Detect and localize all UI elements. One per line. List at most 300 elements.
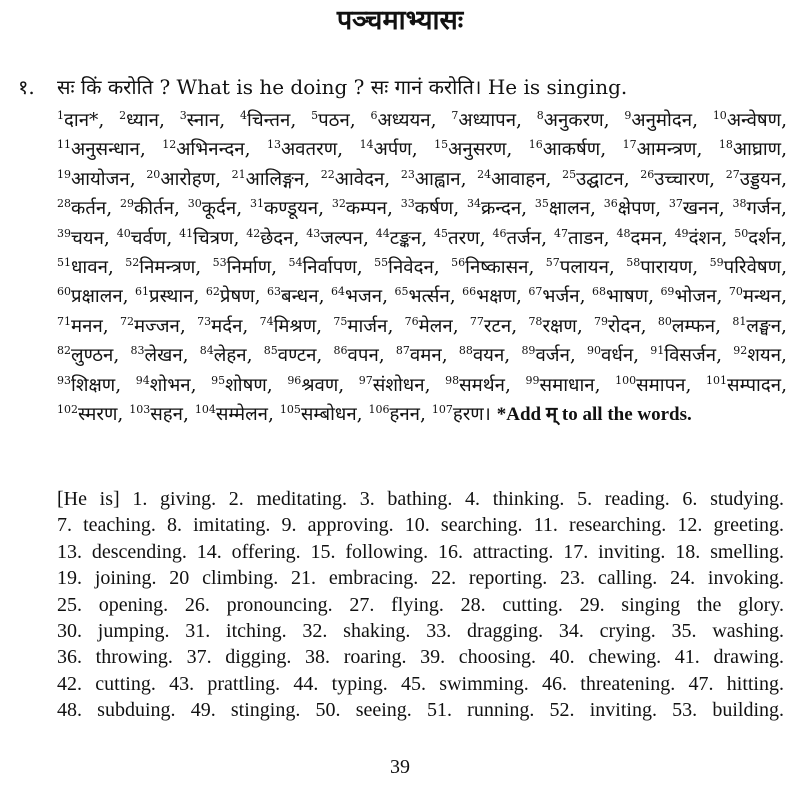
- word-entry: [57, 228, 104, 249]
- word-text: कण्डूयन: [263, 198, 319, 220]
- word-text: जल्पन: [320, 227, 363, 249]
- word-entry: [120, 316, 180, 337]
- word-entry: [287, 375, 338, 396]
- word-entry: [180, 110, 220, 131]
- page-number: 39: [390, 756, 410, 778]
- word-number: 18: [718, 138, 733, 152]
- word-number: 27: [725, 167, 740, 181]
- word-text: भोजन: [674, 286, 717, 308]
- word-number: 43: [306, 226, 321, 240]
- word-text: अध्यापन: [458, 110, 517, 131]
- word-number: 97: [358, 373, 373, 387]
- word-number: 14: [359, 138, 374, 152]
- word-entry: [554, 228, 604, 249]
- word-number: 26: [640, 167, 655, 181]
- word-text: पठन: [318, 110, 350, 131]
- word-text: भाषण: [605, 286, 649, 308]
- word-entry: [459, 345, 504, 366]
- word-number: 52: [125, 255, 140, 269]
- word-entry: [521, 345, 569, 366]
- word-text: गर्जन: [746, 198, 782, 220]
- word-text: आकर्षण: [542, 139, 601, 161]
- word-entry: [604, 198, 655, 219]
- word-number: 44: [375, 226, 390, 240]
- english-line: 42. cutting. 43. prattling. 44. typing. 45. swimming. 46. threatening. 47. hitting.: [57, 672, 784, 695]
- word-text: सहन: [150, 404, 183, 426]
- english-line: [He is] 1. giving. 2. meditating. 3. bathing. 4. thinking. 5. reading. 6. studying.: [57, 488, 784, 510]
- word-entry: [57, 316, 103, 337]
- word-text: वण्टन: [277, 345, 317, 367]
- word-text: मिश्रण: [273, 315, 317, 337]
- exercise-number: १.: [18, 75, 35, 99]
- word-text: दान*: [64, 110, 99, 131]
- word-text: चिन्तन: [247, 110, 291, 131]
- word-text: दर्शन: [748, 227, 782, 249]
- word-entry: [528, 286, 579, 307]
- page-title: पञ्चमाभ्यासः: [336, 5, 464, 36]
- word-entry: [594, 316, 641, 337]
- word-number: 48: [616, 226, 631, 240]
- word-entry: [376, 228, 421, 249]
- word-text: आवेदन: [334, 168, 385, 190]
- word-entry: [246, 228, 293, 249]
- word-entry: [232, 169, 305, 190]
- word-entry: [57, 375, 115, 396]
- word-number: 57: [545, 255, 560, 269]
- word-text: उड्डयन: [739, 168, 782, 190]
- word-number: 5: [311, 108, 319, 122]
- word-number: 55: [374, 255, 389, 269]
- word-number: 103: [129, 402, 151, 416]
- word-number: 6: [370, 108, 378, 122]
- word-entry: [360, 139, 412, 160]
- word-entry: [179, 228, 233, 249]
- english-line: 48. subduing. 49. stinging. 50. seeing. 51. running. 52. inviting. 53. building.: [57, 699, 784, 722]
- word-number: 76: [404, 314, 419, 328]
- word-number: 39: [57, 226, 71, 240]
- word-text: आरोहण: [160, 168, 216, 190]
- word-text: मेलन: [418, 315, 453, 337]
- word-text: रोदन: [608, 315, 641, 337]
- word-number: 47: [553, 226, 568, 240]
- word-entry: [57, 404, 117, 425]
- word-entry: [405, 316, 453, 337]
- word-entry: [526, 375, 595, 396]
- word-number: 100: [615, 373, 637, 387]
- word-entry: [57, 110, 98, 131]
- word-entry: [529, 139, 600, 160]
- word-number: 82: [57, 344, 71, 358]
- word-entry: [334, 345, 379, 366]
- word-text: प्रेषण: [219, 286, 255, 308]
- word-text: छेदन: [260, 227, 294, 249]
- word-text: कर्तन: [71, 198, 107, 220]
- word-entry: [434, 228, 480, 249]
- word-text: कीर्तन: [133, 198, 174, 220]
- word-entry: [462, 286, 516, 307]
- word-number: 105: [279, 402, 301, 416]
- word-text: भर्त्सन: [408, 286, 450, 308]
- word-text: सम्मेलन: [215, 404, 269, 426]
- word-entry: [640, 169, 709, 190]
- word-number: 85: [263, 344, 278, 358]
- word-number: 99: [525, 373, 540, 387]
- word-entry: [197, 316, 242, 337]
- word-number: 22: [320, 167, 335, 181]
- word-entry: [206, 286, 255, 307]
- word-text: क्षेपण: [617, 198, 656, 220]
- word-text: सम्बोधन: [300, 404, 357, 426]
- english-meanings: [57, 486, 784, 724]
- word-number: 51: [57, 255, 71, 269]
- word-number: 8: [536, 108, 544, 122]
- word-entry: [615, 375, 685, 396]
- word-entry: [477, 169, 545, 190]
- word-number: 98: [445, 373, 460, 387]
- word-number: 96: [287, 373, 302, 387]
- word-text: हनन: [389, 404, 420, 426]
- word-number: 28: [57, 197, 71, 211]
- word-text: उद्घाटन: [576, 168, 624, 190]
- word-entry: [451, 110, 516, 131]
- word-number: 102: [57, 402, 78, 416]
- word-entry: [250, 198, 318, 219]
- word-entry: [146, 169, 215, 190]
- word-number: 36: [603, 197, 618, 211]
- word-entry: [368, 404, 420, 425]
- word-number: 32: [331, 197, 346, 211]
- english-line: 19. joining. 20 climbing. 21. embracing. 22. reporting. 23. calling. 24. invoking.: [57, 567, 784, 590]
- word-entry: [57, 345, 113, 366]
- word-text: लेहन: [213, 345, 247, 367]
- word-text: चित्रण: [193, 227, 234, 249]
- word-entry: [57, 286, 123, 307]
- word-text: तर्जन: [506, 227, 542, 249]
- word-number: 11: [57, 138, 71, 152]
- word-entry: [729, 286, 781, 307]
- word-entry: [624, 110, 692, 131]
- word-number: 71: [57, 314, 71, 328]
- word-text: भजन: [344, 286, 383, 308]
- word-number: 80: [657, 314, 672, 328]
- word-text: भक्षण: [476, 286, 517, 308]
- word-entry: [195, 404, 268, 425]
- word-text: अभिनन्दन: [176, 139, 245, 161]
- example-sentence: सः किं करोति ? What is he doing ? सः गानं करोति। He is singing.: [57, 75, 628, 99]
- word-number: 15: [434, 138, 449, 152]
- word-entry: [492, 228, 541, 249]
- word-entry: [623, 139, 697, 160]
- word-text: समर्थन: [459, 374, 505, 396]
- word-text: मज्जन: [133, 315, 180, 337]
- word-text: अध्ययन: [377, 110, 431, 131]
- word-number: 90: [587, 344, 602, 358]
- word-entry: [675, 228, 722, 249]
- word-number: 56: [451, 255, 466, 269]
- word-entry: [732, 316, 781, 337]
- word-text: प्रस्थान: [149, 286, 194, 308]
- word-text: क्षालन: [548, 198, 590, 220]
- word-entry: [136, 375, 191, 396]
- word-entry: [162, 139, 244, 160]
- word-number: 101: [706, 373, 727, 387]
- english-line: 36. throwing. 37. digging. 38. roaring. 39. choosing. 40. chewing. 41. drawing.: [57, 646, 784, 669]
- word-text: बन्धन: [281, 286, 319, 308]
- word-number: 59: [709, 255, 724, 269]
- word-number: 70: [728, 285, 743, 299]
- word-entry: [451, 257, 528, 278]
- word-number: 63: [267, 285, 282, 299]
- word-text: परिवेषण: [723, 257, 782, 279]
- word-entry: [57, 198, 106, 219]
- word-number: 53: [212, 255, 227, 269]
- word-number: 19: [57, 167, 71, 181]
- word-text: लुण्ठन: [71, 345, 114, 367]
- word-text: हरण: [452, 404, 484, 426]
- word-number: 107: [431, 402, 453, 416]
- word-number: 7: [451, 108, 459, 122]
- word-number: 49: [674, 226, 689, 240]
- word-entry: [710, 257, 782, 278]
- word-number: 2: [119, 108, 127, 122]
- word-text: शोभन: [149, 374, 191, 396]
- word-text: निर्वापण: [302, 257, 357, 279]
- word-text: मन्थन: [742, 286, 782, 308]
- word-entry: [395, 286, 450, 307]
- word-text: उच्चारण: [654, 168, 710, 190]
- word-number: 74: [259, 314, 274, 328]
- word-text: अन्वेषण: [726, 110, 782, 131]
- word-entry: [616, 228, 661, 249]
- word-text: संशोधन: [372, 374, 425, 396]
- word-entry: [434, 139, 506, 160]
- word-entry: [374, 257, 434, 278]
- word-number: 83: [130, 344, 145, 358]
- word-text: शोषण: [225, 374, 267, 396]
- word-text: वर्धन: [601, 345, 634, 367]
- word-number: 42: [246, 226, 261, 240]
- word-text: आवाहन: [491, 168, 546, 190]
- english-line: 7. teaching. 8. imitating. 9. approving. 10. searching. 11. researching. 12. greeting.: [57, 514, 784, 537]
- word-entry: [706, 375, 781, 396]
- word-text: दंशन: [688, 227, 722, 249]
- word-entry: [213, 257, 272, 278]
- word-text: मनन: [71, 315, 103, 337]
- word-number: 67: [528, 285, 543, 299]
- word-text: शिक्षण: [71, 374, 116, 396]
- word-entry: [396, 345, 442, 366]
- word-entry: [264, 345, 317, 366]
- word-entry: [135, 286, 193, 307]
- word-number: 29: [119, 197, 134, 211]
- word-number: 17: [622, 138, 637, 152]
- word-text: क्रन्दन: [480, 198, 522, 220]
- word-number: 88: [458, 344, 473, 358]
- word-entry: [535, 198, 590, 219]
- word-text: निष्कासन: [465, 257, 529, 279]
- word-entry: [467, 198, 521, 219]
- word-entry: [592, 286, 648, 307]
- word-number: 54: [288, 255, 303, 269]
- word-number: 66: [462, 285, 477, 299]
- word-text: अनुसरण: [448, 139, 507, 161]
- word-text: विसर्जन: [664, 345, 717, 367]
- word-number: 3: [179, 108, 187, 122]
- word-number: 40: [116, 226, 131, 240]
- word-number: 79: [594, 314, 609, 328]
- word-entry: [401, 198, 453, 219]
- word-text: पारायण: [640, 257, 693, 279]
- word-number: 21: [231, 167, 246, 181]
- word-number: 89: [521, 344, 536, 358]
- word-text: स्मरण: [78, 404, 118, 426]
- word-entry: [650, 345, 716, 366]
- word-entry: [57, 257, 108, 278]
- word-entry: [332, 198, 387, 219]
- word-text: प्रक्षालन: [71, 286, 123, 308]
- word-number: 13: [266, 138, 281, 152]
- word-number: 86: [333, 344, 348, 358]
- word-number: 25: [562, 167, 577, 181]
- word-text: आयोजन: [71, 168, 130, 190]
- word-number: 35: [534, 197, 549, 211]
- word-text: दमन: [630, 227, 662, 249]
- word-entry: [57, 139, 140, 160]
- word-entry: [333, 316, 387, 337]
- word-entry: [719, 139, 781, 160]
- word-entry: [432, 404, 484, 425]
- word-entry: [331, 286, 382, 307]
- word-number: 24: [477, 167, 492, 181]
- word-number: 75: [333, 314, 348, 328]
- word-entry: [306, 228, 363, 249]
- english-line: 13. descending. 14. offering. 15. following. 16. attracting. 17. inviting. 18. smelling.: [57, 540, 784, 563]
- word-entry: [470, 316, 511, 337]
- word-number: 1: [57, 108, 64, 122]
- word-text: श्रवण: [301, 374, 339, 396]
- word-number: 95: [211, 373, 226, 387]
- word-text: अर्पण: [373, 139, 412, 161]
- word-number: 31: [249, 197, 264, 211]
- word-entry: [734, 228, 781, 249]
- word-number: 30: [187, 197, 202, 211]
- word-entry: [280, 404, 357, 425]
- word-number: 73: [197, 314, 212, 328]
- word-number: 78: [528, 314, 543, 328]
- word-text: समाधान: [539, 374, 595, 396]
- word-number: 41: [179, 226, 194, 240]
- word-number: 58: [626, 255, 641, 269]
- word-entry: [188, 198, 236, 219]
- word-number: 104: [194, 402, 216, 416]
- word-text: ताडन: [567, 227, 604, 249]
- word-text: आलिङ्गन: [245, 168, 305, 190]
- word-text: सम्पादन: [727, 374, 782, 396]
- word-number: 77: [469, 314, 484, 328]
- words-note: *Add म् to all the words.: [496, 404, 692, 426]
- word-entry: [733, 345, 781, 366]
- sanskrit-word-list: $^1$दान*, $^2$ध्यान, $^3$स्नान, $^4$चिन्तन, $^5$पठन, $^6$अध्ययन, $^7$अध्यापन, $^8$अनुकरण, $^9$अनुमोदन, $^{10}$अन्वेषण, $^{11}$अनुसन्धान, $^{12}$अभिनन्दन, $^{13}$अवतरण, $^{14}$अर्पण, $^{15}$अनुसरण, $^{16}$आकर्षण, $^{17}$आमन्त्रण, $^{18}$आघ्राण, $^{19}$आयोजन, $^{20}$आरोहण, $^{21}$आलिङ्गन, $^{22}$आवेदन, $^{23}$आह्वान, $^{24}$आवाहन, $^{25}$उद्घाटन, $^{26}$उच्चारण, $^{27}$उड्डयन, $^{28}$कर्तन, $^{29}$कीर्तन, $^{30}$कूर्दन, $^{31}$कण्डूयन, $^{32}$कम्पन, $^{33}$कर्षण, $^{34}$क्रन्दन, $^{35}$क्षालन, $^{36}$क्षेपण, $^{37}$खनन, $^{38}$गर्जन, $^{39}$चयन, $^{40}$चर्वण, $^{41}$चित्रण, $^{42}$छेदन, $^{43}$जल्पन, $^{44}$टङ्कन, $^{45}$तरण, $^{46}$तर्जन, $^{47}$ताडन, $^{48}$दमन, $^{49}$दंशन, $^{50}$दर्शन, $^{51}$धावन, $^{52}$निमन्त्रण, $^{53}$निर्माण, $^{54}$निर्वापण, $^{55}$निवेदन, $^{56}$निष्कासन, $^{57}$पलायन, $^{58}$पारायण, $^{59}$परिवेषण, $^{60}$प्रक्षालन, $^{61}$प्रस्थान, $^{62}$प्रेषण, $^{63}$बन्धन, $^{64}$भजन, $^{65}$भर्त्सन, $^{66}$भक्षण, $^{67}$भर्जन, $^{68}$भाषण, $^{69}$भोजन, $^{70}$मन्थन, $^{71}$मनन, $^{72}$मज्जन, $^{73}$मर्दन, $^{74}$मिश्रण, $^{75}$मार्जन, $^{76}$मेलन, $^{77}$रटन, $^{78}$रक्षण, $^{79}$रोदन, $^{80}$लम्फन, $^{81}$लङ्घन, $^{82}$लुण्ठन, $^{83}$लेखन, $^{84}$लेहन, $^{85}$वण्टन, $^{86}$वपन, $^{87}$वमन, $^{88}$वयन, $^{89}$वर्जन, $^{90}$वर्धन, $^{91}$विसर्जन, $^{92}$शयन, $^{93}$शिक्षण, $^{94}$शोभन, $^{95}$शोषण, $^{96}$श्रवण, $^{97}$संशोधन, $^{98}$समर्थन, $^{99}$समाधान, $^{100}$समापन, $^{101}$सम्पादन, $^{102}$स्मरण, $^{103}$सहन, $^{104}$सम्मेलन, $^{105}$सम्बोधन, $^{106}$हनन, $^{107}$हरण। *Add म् to all the words.: [57, 108, 788, 426]
- word-entry: [732, 198, 781, 219]
- word-text: कर्षण: [414, 198, 454, 220]
- word-number: 81: [732, 314, 747, 328]
- english-line: 30. jumping. 31. itching. 32. shaking. 33. dragging. 34. crying. 35. washing.: [57, 620, 784, 643]
- word-entry: [321, 169, 385, 190]
- word-text: खनन: [682, 198, 719, 220]
- word-number: 34: [466, 197, 481, 211]
- word-number: 87: [395, 344, 410, 358]
- word-entry: [713, 110, 781, 131]
- word-number: 69: [660, 285, 675, 299]
- word-number: 23: [400, 167, 415, 181]
- word-entry: [445, 375, 505, 396]
- word-entry: [371, 110, 431, 131]
- word-number: 16: [528, 138, 543, 152]
- word-number: 106: [368, 402, 390, 416]
- word-number: 37: [668, 197, 683, 211]
- word-text: वर्जन: [535, 345, 570, 367]
- word-entry: [129, 404, 183, 425]
- word-number: 91: [650, 344, 665, 358]
- word-number: 92: [733, 344, 748, 358]
- word-text: टङ्कन: [389, 227, 422, 249]
- word-text: मर्दन: [211, 315, 243, 337]
- word-number: 93: [57, 373, 71, 387]
- word-text: समापन: [636, 374, 686, 396]
- word-text: तरण: [448, 227, 480, 249]
- word-text: निर्माण: [226, 257, 272, 279]
- word-number: 65: [394, 285, 409, 299]
- word-number: 4: [240, 108, 248, 122]
- word-text: धावन: [71, 257, 108, 279]
- word-text: अनुकरण: [543, 110, 604, 131]
- word-text: आमन्त्रण: [636, 139, 697, 161]
- word-text: लेखन: [144, 345, 183, 367]
- word-entry: [288, 257, 356, 278]
- word-entry: [131, 345, 183, 366]
- word-entry: [537, 110, 604, 131]
- word-text: लम्फन: [671, 315, 716, 337]
- word-text: निवेदन: [388, 257, 434, 279]
- word-entry: [587, 345, 633, 366]
- word-text: आह्वान: [414, 168, 461, 190]
- word-text: वपन: [347, 345, 379, 367]
- word-text: कम्पन: [345, 198, 387, 220]
- word-text: निमन्त्रण: [139, 257, 196, 279]
- word-entry: [200, 345, 247, 366]
- word-text: वयन: [472, 345, 505, 367]
- word-number: 10: [712, 108, 727, 122]
- word-entry: [359, 375, 425, 396]
- word-entry: [57, 169, 130, 190]
- word-number: 12: [162, 138, 177, 152]
- word-number: 20: [146, 167, 161, 181]
- word-number: 60: [57, 285, 71, 299]
- word-number: 84: [199, 344, 214, 358]
- word-number: 61: [135, 285, 150, 299]
- word-entry: [562, 169, 624, 190]
- word-number: 9: [624, 108, 632, 122]
- word-text: चयन: [71, 227, 104, 249]
- word-number: 72: [119, 314, 134, 328]
- word-text: रटन: [483, 315, 512, 337]
- word-entry: [211, 375, 267, 396]
- word-text: ध्यान: [126, 110, 159, 131]
- word-number: 68: [591, 285, 606, 299]
- word-text: अवतरण: [280, 139, 338, 161]
- word-entry: [267, 139, 337, 160]
- word-entry: [125, 257, 195, 278]
